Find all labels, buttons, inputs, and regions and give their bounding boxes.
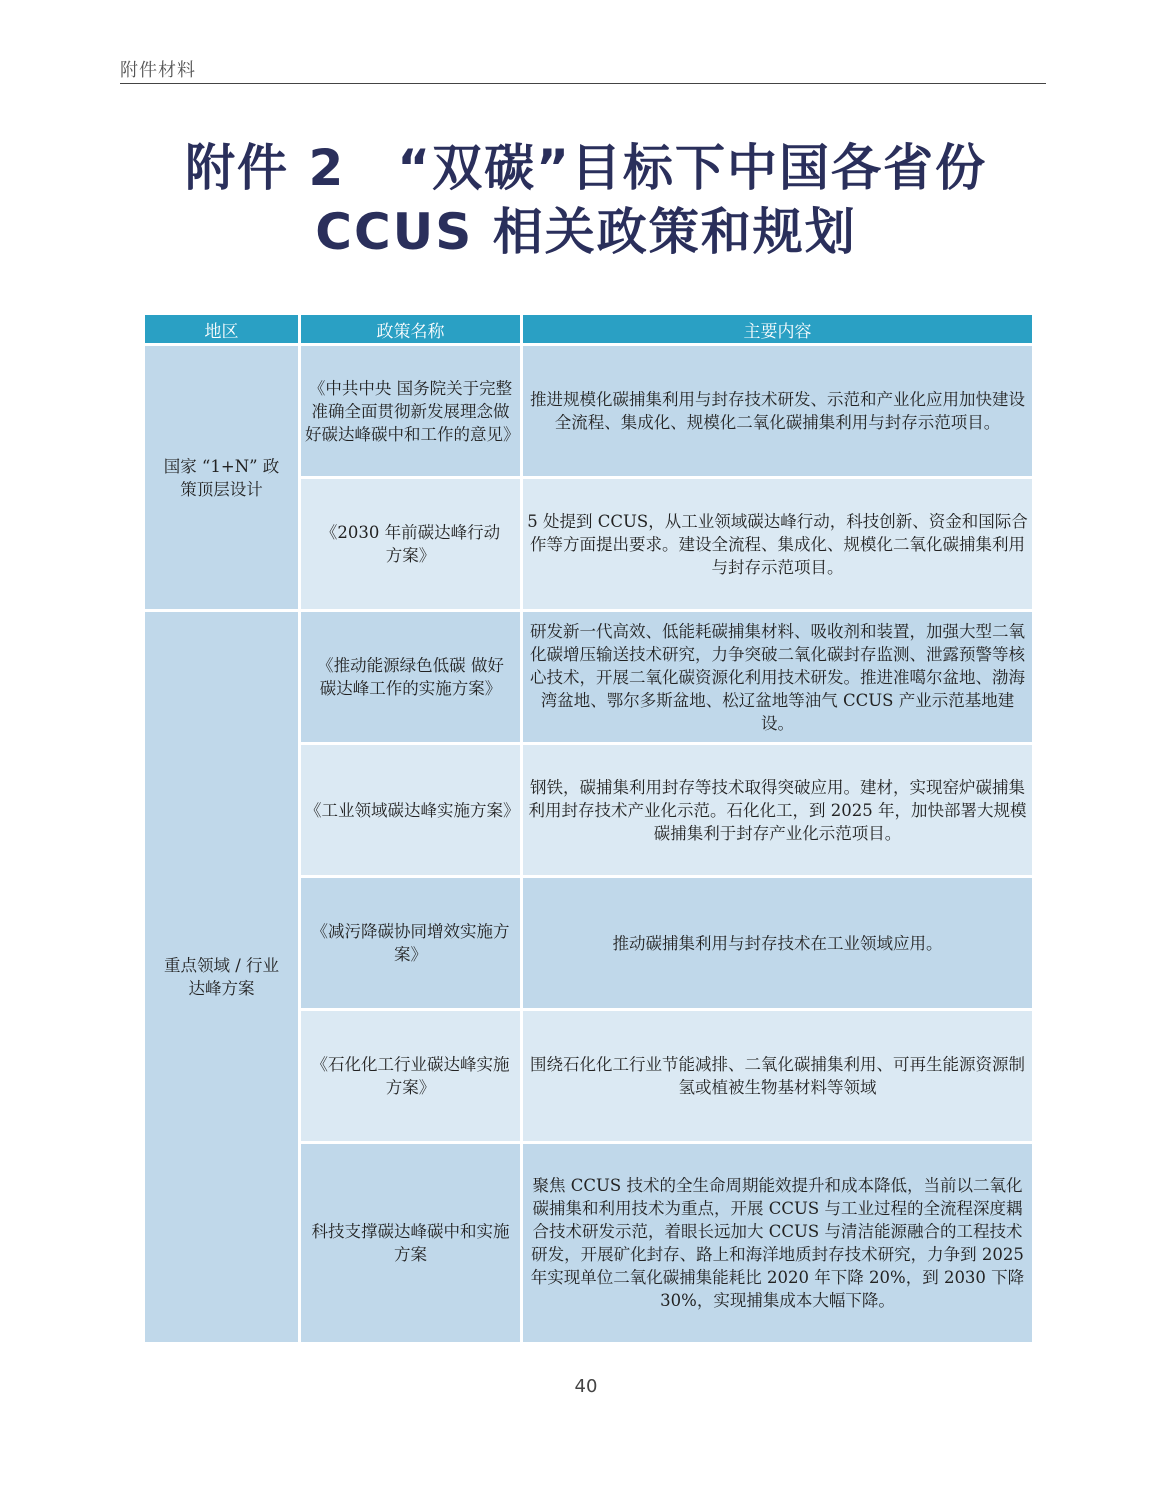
header-rule — [120, 83, 1046, 84]
policy-content-cell: 聚焦 CCUS 技术的全生命周期能效提升和成本降低，当前以二氧化碳捕集和利用技术为重点，开展 CCUS 与工业过程的全流程深度耦合技术研发示范，着眼长远加大 CCUS 与清洁能源融合的工程技术研发，开展矿化封存、路上和海洋地质封存技术研究，力争到 2025 年实现单位二氧化碳捕集能耗比 2020 年下降 20%，到 2030 下降 30%，实现捕集成本大幅下降。 — [523, 1144, 1032, 1342]
policy-content-cell: 推进规模化碳捕集利用与封存技术研发、示范和产业化应用加快建设全流程、集成化、规模化二氧化碳捕集利用与封存示范项目。 — [523, 346, 1032, 476]
policy-name-cell: 《工业领域碳达峰实施方案》 — [301, 745, 520, 875]
table-header-row — [145, 315, 1032, 343]
page-title — [80, 136, 1092, 264]
page-number: 40 — [574, 1376, 598, 1397]
column-header-region: 地区 — [145, 315, 298, 343]
policy-name-cell: 《减污降碳协同增效实施方案》 — [301, 878, 520, 1008]
policy-content-cell: 围绕石化化工行业节能减排、二氧化碳捕集利用、可再生能源资源制氢或植被生物基材料等领域 — [523, 1011, 1032, 1141]
policy-name-cell: 《推动能源绿色低碳 做好碳达峰工作的实施方案》 — [301, 612, 520, 742]
policy-content-cell: 5 处提到 CCUS，从工业领域碳达峰行动，科技创新、资金和国际合作等方面提出要求。建设全流程、集成化、规模化二氧化碳捕集利用与封存示范项目。 — [523, 479, 1032, 609]
column-header-policy: 政策名称 — [301, 315, 520, 343]
table-row — [145, 612, 1032, 742]
table-row — [145, 346, 1032, 476]
region-cell: 重点领域 / 行业达峰方案 — [145, 612, 298, 1342]
policy-content-cell: 钢铁，碳捕集利用封存等技术取得突破应用。建材，实现窑炉碳捕集利用封存技术产业化示范。石化化工，到 2025 年，加快部署大规模碳捕集利于封存产业化示范项目。 — [523, 745, 1032, 875]
page-title-line-1: 附件 2 “双碳”目标下中国各省份 — [185, 139, 987, 197]
policy-name-cell: 《2030 年前碳达峰行动方案》 — [301, 479, 520, 609]
policy-name-cell: 科技支撑碳达峰碳中和实施方案 — [301, 1144, 520, 1342]
policy-content-cell: 研发新一代高效、低能耗碳捕集材料、吸收剂和装置，加强大型二氧化碳增压输送技术研究，力争突破二氧化碳封存监测、泄露预警等核心技术，开展二氧化碳资源化利用技术研发。推进准噶尔盆地、渤海湾盆地、鄂尔多斯盆地、松辽盆地等油气 CCUS 产业示范基地建设。 — [523, 612, 1032, 742]
column-header-content: 主要内容 — [523, 315, 1032, 343]
region-cell: 国家 “1+N” 政策顶层设计 — [145, 346, 298, 609]
running-header: 附件材料 — [120, 60, 196, 81]
policy-table — [142, 312, 1035, 1345]
page-title-line-2: CCUS 相关政策和规划 — [315, 203, 857, 261]
policy-name-cell: 《中共中央 国务院关于完整准确全面贯彻新发展理念做好碳达峰碳中和工作的意见》 — [301, 346, 520, 476]
policy-name-cell: 《石化化工行业碳达峰实施方案》 — [301, 1011, 520, 1141]
policy-content-cell: 推动碳捕集利用与封存技术在工业领域应用。 — [523, 878, 1032, 1008]
